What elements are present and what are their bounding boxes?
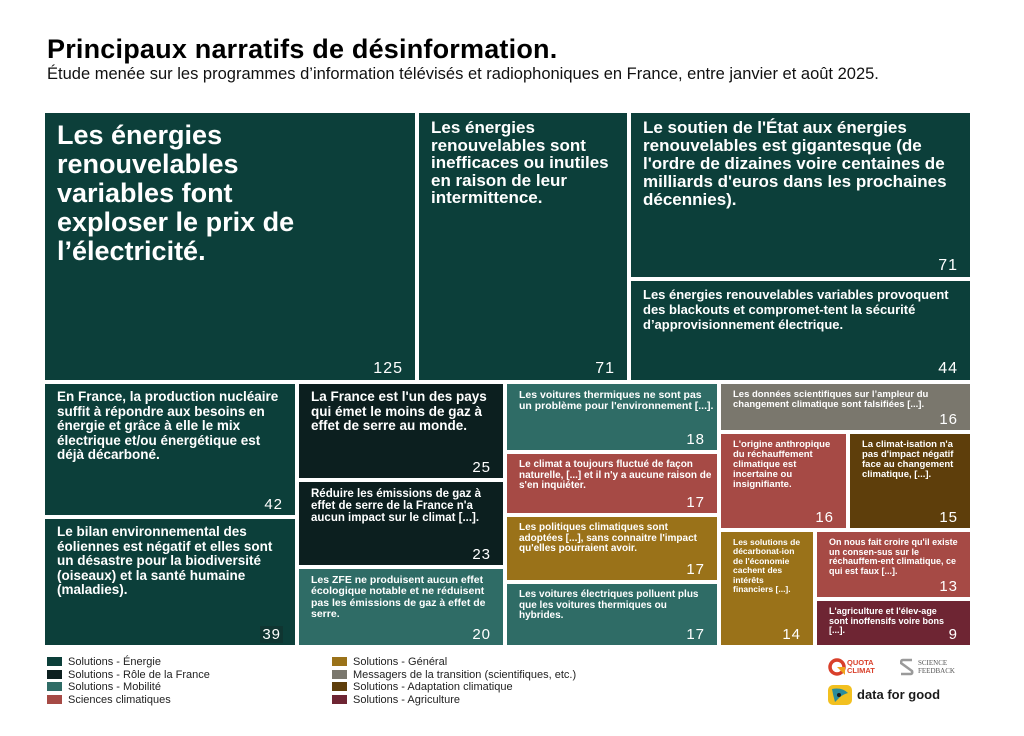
treemap-tile bbox=[507, 454, 717, 513]
science-feedback-icon bbox=[900, 658, 914, 676]
legend-column-2 bbox=[332, 656, 576, 706]
quota-climat-text: QUOTA CLIMAT bbox=[847, 658, 875, 675]
legend-item bbox=[332, 656, 576, 669]
tile-label: Les ZFE ne produisent aucun effet écologique notable et ne réduisent pas les émissions de gaz à effet de serre. bbox=[311, 574, 486, 621]
tile-label: Le soutien de l'État aux énergies renouvelables est gigantesque (de l'ordre de dizaines voire centaines de milliards d'euros dans les prochaines décennies). bbox=[643, 118, 947, 209]
tile-label: Les voitures thermiques ne sont pas un problème pour l'environnement [...]. bbox=[519, 389, 714, 412]
tile-value: 23 bbox=[472, 546, 491, 563]
treemap-tile bbox=[721, 434, 846, 528]
treemap-tile bbox=[45, 113, 415, 380]
tile-value: 18 bbox=[686, 431, 705, 448]
treemap-tile bbox=[507, 517, 717, 580]
tile-label: On nous fait croire qu'il existe un consen-sus sur le réchauffem-ent climatique, ce qui est faux [...]. bbox=[829, 537, 958, 576]
tile-label: Le bilan environnemental des éoliennes est négatif et elles sont un désastre pour la biodiversité (oiseaux) et la santé humaine (maladies). bbox=[57, 524, 273, 598]
tile-value: 71 bbox=[595, 360, 615, 377]
legend-label: Solutions - Général bbox=[353, 656, 448, 668]
tile-value: 9 bbox=[948, 626, 958, 643]
legend-item bbox=[47, 694, 210, 707]
legend-swatch bbox=[332, 682, 347, 691]
treemap-tile bbox=[631, 281, 970, 380]
treemap-tile bbox=[721, 384, 970, 430]
tile-value: 20 bbox=[472, 626, 491, 643]
legend-label: Solutions - Mobilité bbox=[68, 681, 161, 693]
treemap-tile bbox=[507, 384, 717, 450]
tile-label: Les énergies renouvelables sont inefficaces ou inutiles en raison de leur intermittence. bbox=[431, 118, 609, 207]
legend-swatch bbox=[47, 695, 62, 704]
legend-label: Messagers de la transition (scientifiques, etc.) bbox=[353, 668, 577, 681]
tile-label: Les solutions de décarbonat-ion de l'économie cachent des intérêts financiers [...]. bbox=[733, 537, 801, 595]
tile-label: Réduire les émissions de gaz à effet de serre de la France n'a aucun impact sur le climat [...]. bbox=[311, 488, 482, 525]
treemap-tile bbox=[507, 584, 717, 645]
legend-item bbox=[332, 694, 576, 707]
tile-label: La France est l'un des pays qui émet le moins de gaz à effet de serre au monde. bbox=[311, 389, 487, 434]
legend-label: Solutions - Adaptation climatique bbox=[353, 681, 513, 693]
legend-swatch bbox=[47, 670, 62, 679]
legend-swatch bbox=[332, 695, 347, 704]
science-feedback-text-2: FEEDBACK bbox=[918, 666, 955, 675]
legend-label: Solutions - Agriculture bbox=[353, 693, 460, 706]
legend-column-1 bbox=[47, 656, 210, 706]
tile-label: Les voitures électriques polluent plus que les voitures thermiques ou hybrides. bbox=[519, 589, 699, 622]
tile-label: Les énergies renouvelables variables font exploser le prix de l’électricité. bbox=[57, 120, 295, 266]
legend-item bbox=[47, 681, 210, 694]
treemap-tile bbox=[299, 384, 503, 478]
tile-value: 17 bbox=[686, 561, 705, 578]
page-title: Principaux narratifs de désinformation. bbox=[47, 34, 558, 64]
data-for-good-icon bbox=[828, 685, 852, 705]
tile-value: 39 bbox=[262, 626, 281, 643]
treemap-tile bbox=[45, 519, 295, 645]
legend-label: Solutions - Énergie bbox=[68, 656, 161, 668]
treemap-tile bbox=[45, 384, 295, 515]
tile-value: 13 bbox=[939, 578, 958, 595]
legend-swatch bbox=[47, 682, 62, 691]
tile-value: 44 bbox=[938, 360, 958, 377]
legend-item bbox=[47, 669, 210, 682]
legend-label: Sciences climatiques bbox=[68, 693, 171, 706]
tile-value: 125 bbox=[373, 360, 403, 377]
data-for-good-text: data for good bbox=[857, 687, 941, 702]
tile-value: 16 bbox=[815, 509, 834, 526]
tile-value: 17 bbox=[686, 494, 705, 511]
quota-climat-icon bbox=[828, 658, 846, 676]
treemap-tile bbox=[631, 113, 970, 277]
legend-swatch bbox=[47, 657, 62, 666]
tile-value: 42 bbox=[264, 496, 283, 513]
tile-value: 16 bbox=[939, 411, 958, 428]
treemap-tile bbox=[850, 434, 970, 528]
tile-value: 17 bbox=[686, 626, 705, 643]
tile-value: 71 bbox=[938, 257, 958, 274]
tile-label: La climat-isation n'a pas d'impact négatif face au changement climatique, [...]. bbox=[862, 439, 954, 480]
legend-label: Solutions - Rôle de la France bbox=[68, 668, 210, 681]
treemap-tile bbox=[817, 601, 970, 645]
treemap-tile bbox=[721, 532, 813, 645]
legend-item bbox=[332, 669, 576, 682]
treemap-tile bbox=[817, 532, 970, 597]
tile-label: L'agriculture et l'élev-age sont inoffensifs voire bons [...]. bbox=[829, 606, 945, 636]
legend-item bbox=[332, 681, 576, 694]
tile-label: Les énergies renouvelables variables provoquent des blackouts et compromet-tent la sécurité d’approvisionnement électrique. bbox=[643, 287, 949, 332]
tile-value: 25 bbox=[472, 459, 491, 476]
legend-swatch bbox=[332, 657, 347, 666]
tile-value: 15 bbox=[939, 509, 958, 526]
tile-value: 14 bbox=[782, 626, 801, 643]
tile-label: L'origine anthropique du réchauffement climatique est incertaine ou insignifiante. bbox=[733, 439, 831, 490]
legend-swatch bbox=[332, 670, 347, 679]
tile-label: Les politiques climatiques sont adoptées [...], sans connaitre l'impact qu'elles pourraient avoir. bbox=[519, 522, 697, 555]
treemap-tile bbox=[419, 113, 627, 380]
legend-item bbox=[47, 656, 210, 669]
treemap-tile bbox=[299, 482, 503, 565]
page-subtitle: Étude menée sur les programmes d’information télévisés et radiophoniques en France, entre janvier et août 2025. bbox=[47, 65, 879, 83]
tile-label: En France, la production nucléaire suffit à répondre aux besoins en énergie et grâce à elle le mix électrique et/ou énergétique est déjà décarboné. bbox=[57, 389, 279, 463]
treemap-tile bbox=[299, 569, 503, 645]
tile-label: Le climat a toujours fluctué de façon naturelle, [...] et il n'y a aucune raison de s'en inquiéter. bbox=[519, 459, 712, 492]
tile-label: Les données scientifiques sur l’ampleur du changement climatique sont falsifiées [...]. bbox=[733, 389, 929, 410]
science-feedback-text-1: SCIENCE bbox=[918, 659, 948, 667]
partner-logos bbox=[828, 656, 978, 712]
